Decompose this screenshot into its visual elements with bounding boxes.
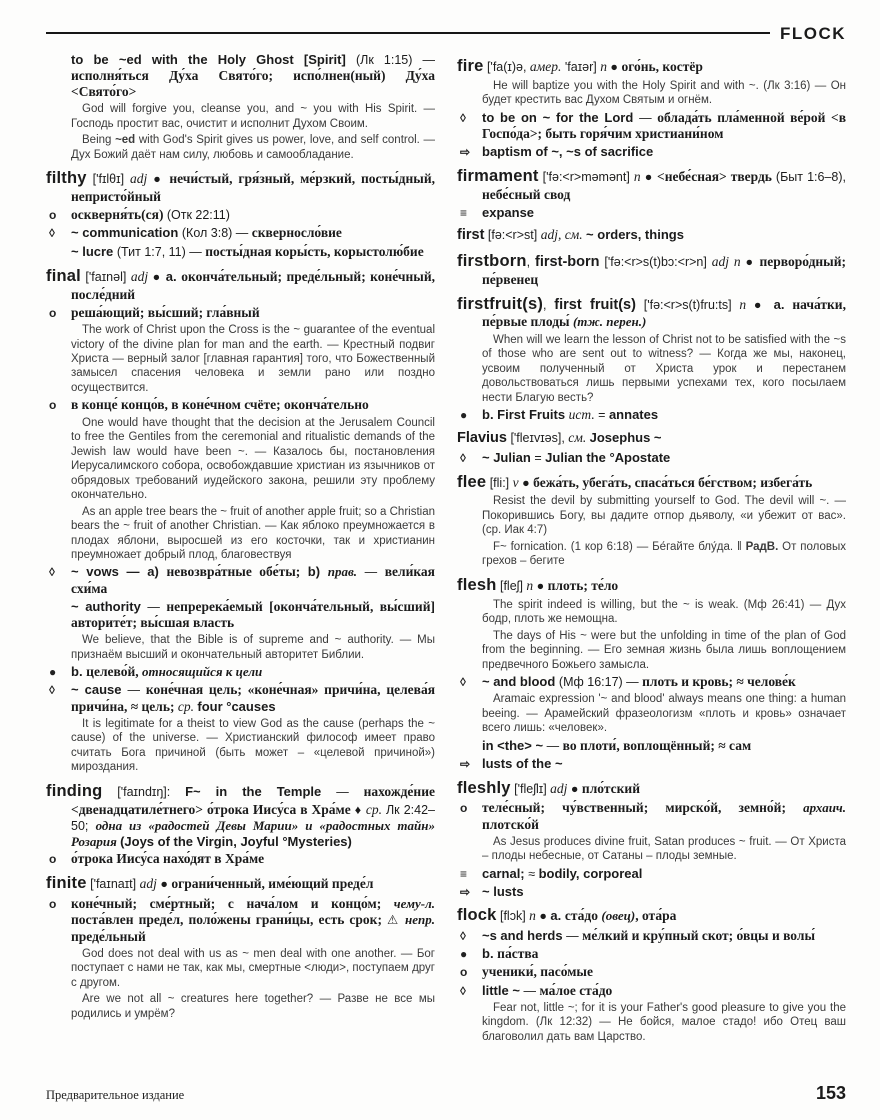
text-segment: Fear not, little ~; for it is your Father's good pleasure to give you the kingdom. (Лк 12:32) — Не бойся, малое стадо! ибо Отец ваш благоволил дать вам Царство. bbox=[482, 1001, 846, 1043]
dict-sense-line bbox=[457, 674, 846, 690]
text-segment: adj, см. bbox=[540, 227, 587, 243]
text-segment: ● bbox=[535, 909, 551, 924]
bullet-marker: ● bbox=[460, 408, 468, 423]
circle-marker: o bbox=[460, 965, 468, 980]
text-segment: firstfruit(s) bbox=[457, 294, 544, 313]
text-segment: n bbox=[633, 168, 641, 184]
dict-sense-line bbox=[46, 225, 435, 241]
dict-example bbox=[457, 1001, 846, 1044]
text-segment: нача́тки, пе́рвые плоды́ bbox=[482, 296, 846, 330]
dict-sense-line bbox=[457, 928, 846, 944]
text-segment: коне́чная цель; «коне́чная» причи́на, целева́я причи́на, ≈ цель; bbox=[71, 682, 435, 714]
text-segment: непр. bbox=[405, 912, 435, 928]
text-segment: b. bbox=[71, 664, 87, 680]
text-segment: ♦ bbox=[354, 802, 366, 817]
text-segment: ист. bbox=[568, 407, 595, 423]
text-segment: РадВ. bbox=[745, 540, 779, 553]
bullet-marker: ● bbox=[49, 665, 57, 680]
text-segment: плоть; те́ло bbox=[547, 577, 619, 593]
text-segment: to be ~ed with the Holy Ghost [Spirit] bbox=[71, 52, 357, 67]
text-segment: When will we learn the lesson of Christ not to be satisfied with the ~s of those who are sent out to witness? — Когда же мы, наконец, усвоим полученный от Христа урок и перестанем довольствоваться лишь первыми успехами тех, кого посылаем нести Благую весть? bbox=[482, 333, 846, 404]
text-segment: ● bbox=[746, 297, 774, 312]
text-segment: ~ed bbox=[115, 134, 136, 147]
text-segment: in <the> ~ bbox=[482, 737, 547, 753]
text-segment: adj n bbox=[711, 253, 741, 269]
text-segment: — bbox=[639, 110, 658, 125]
text-segment: прав. bbox=[327, 564, 358, 580]
text-segment: целево́й, bbox=[86, 664, 142, 680]
text-segment: во плоти́, воплощённый; ≈ сам bbox=[562, 737, 752, 753]
text-segment: first bbox=[457, 227, 485, 244]
dict-sense-line bbox=[457, 407, 846, 423]
text-segment: в конце́ концо́в, в коне́чном счёте; оконча́тельно bbox=[71, 397, 369, 413]
text-segment: The work of Christ upon the Cross is the ~ guarantee of the eventual victory of the divine plan for man and the earth. — Крестный подвиг Христа — верный залог [главная гарантия] того, что Божественный замысел спасения человека и земли рано или поздно осуществится. bbox=[71, 324, 435, 394]
text-segment: a. bbox=[773, 296, 793, 312]
text-segment: ~ communication bbox=[71, 225, 182, 241]
dict-sense-line bbox=[46, 664, 435, 680]
text-segment: little ~ bbox=[482, 982, 524, 998]
text-segment: expanse bbox=[482, 204, 535, 220]
text-segment: см. bbox=[568, 430, 590, 446]
text-segment: , bbox=[526, 254, 536, 269]
text-segment: (Тит 1:7, 11) — bbox=[116, 244, 206, 259]
text-segment: реша́ющий; вы́сший; гла́вный bbox=[71, 304, 260, 320]
text-segment: — bbox=[523, 983, 540, 998]
text-segment: , ота́ра bbox=[635, 908, 677, 924]
text-segment: Flavius bbox=[457, 430, 507, 447]
text-segment: [fleʃ] bbox=[496, 578, 527, 593]
text-segment: ● bbox=[156, 877, 172, 892]
text-segment: The days of His ~ were but the unfolding in time of the plan of God from the beginning. — Его земная жизнь была лишь воплощением предвечного Божьего замысла. bbox=[482, 629, 846, 671]
dict-example bbox=[46, 323, 435, 395]
text-segment: относящийся к цели bbox=[142, 664, 263, 680]
dict-entry bbox=[457, 779, 846, 799]
dict-entry bbox=[457, 252, 846, 288]
circle-marker: o bbox=[49, 208, 57, 223]
text-segment: fire bbox=[457, 57, 484, 75]
text-segment: о́трока Иису́са нахо́дят в Хра́ме bbox=[71, 851, 265, 867]
text-segment: filthy bbox=[46, 169, 87, 188]
dict-example bbox=[457, 494, 846, 537]
text-segment: ● bbox=[148, 269, 166, 284]
dict-example bbox=[46, 992, 435, 1021]
text-segment: finite bbox=[46, 874, 87, 893]
text-segment: b) bbox=[307, 564, 328, 580]
text-segment: (Лк 1:15) — bbox=[356, 53, 435, 67]
dict-example bbox=[457, 333, 846, 405]
text-segment: first-born bbox=[535, 253, 600, 270]
dict-example bbox=[457, 598, 846, 627]
text-segment: — bbox=[357, 565, 385, 580]
dict-sense-line bbox=[46, 564, 435, 596]
dict-subentry bbox=[46, 599, 435, 631]
dict-sense-line bbox=[457, 450, 846, 466]
text-segment: — bbox=[336, 784, 364, 799]
text-segment: ● bbox=[567, 781, 582, 796]
text-segment: — bbox=[127, 683, 146, 698]
text-segment: ~ lusts bbox=[482, 883, 524, 899]
text-segment: n bbox=[526, 577, 534, 593]
page-header bbox=[46, 24, 846, 44]
text-segment: ср. bbox=[177, 698, 198, 714]
text-segment: flock bbox=[457, 906, 497, 925]
text-segment: final bbox=[46, 266, 81, 285]
text-segment: ['faɪnaɪt] bbox=[86, 877, 140, 892]
diamond-marker: ◊ bbox=[460, 110, 466, 125]
text-segment: flesh bbox=[457, 575, 497, 594]
dict-example bbox=[46, 505, 435, 563]
text-segment: ['fleɪvɪəs], bbox=[506, 431, 569, 446]
text-segment: (тж. перен.) bbox=[572, 314, 647, 330]
text-segment: бежа́ть, убега́ть, спаса́ться бе́гством; избега́ть bbox=[533, 474, 813, 490]
text-segment: — bbox=[546, 738, 563, 753]
text-segment: [fli:] bbox=[486, 475, 513, 490]
text-columns bbox=[46, 50, 846, 1044]
text-segment: ● bbox=[640, 169, 658, 184]
edition-note: Предварительное издание bbox=[46, 1088, 185, 1102]
text-segment: непререка́емый [оконча́тельный, вы́сший] авторите́т; вы́сшая власть bbox=[71, 598, 435, 631]
text-segment: first fruit(s) bbox=[554, 296, 636, 313]
dict-sense-line bbox=[457, 110, 846, 142]
text-segment: Julian the °Apostate bbox=[545, 449, 671, 465]
text-segment: He will baptize you with the Holy Spirit and with ~. (Лк 3:16) — Он будет крестить вас Духом Святым и огнём. bbox=[482, 79, 846, 107]
text-segment: Resist the devil by submitting yourself to God. The devil will ~. — Покорившись Богу, вы дадите отпор дьяволу, «и убежит от вас». (ср. Иак 4:7) bbox=[482, 495, 846, 537]
text-segment: It is legitimate for a theist to view God as the cause (perhaps the ~ cause) of the universe. — Христианский философ имеет право считать Бога причиной (быть может – «целевой причиной») мироздания. bbox=[71, 717, 435, 774]
right-column bbox=[457, 50, 846, 1044]
dict-sense-line bbox=[457, 884, 846, 900]
dict-sense-line bbox=[457, 946, 846, 962]
text-segment: — bbox=[566, 929, 583, 944]
text-segment: n bbox=[600, 59, 607, 74]
text-segment: firstborn bbox=[457, 251, 527, 270]
text-segment: плотско́й bbox=[482, 816, 539, 832]
diamond-marker: ◊ bbox=[460, 983, 466, 998]
dict-entry bbox=[457, 167, 846, 203]
text-segment: ['fleʃlɪ] bbox=[510, 781, 551, 796]
text-segment: finding bbox=[46, 781, 103, 800]
text-segment: Лк 2:42–50; bbox=[71, 802, 435, 833]
text-segment: ~ Julian bbox=[482, 449, 535, 465]
text-segment: carnal; bbox=[482, 865, 529, 881]
circle-marker: o bbox=[49, 897, 57, 912]
dict-sense-line bbox=[46, 851, 435, 867]
text-segment: (овец) bbox=[601, 908, 636, 924]
text-segment: v bbox=[512, 474, 519, 490]
text-segment: God does not deal with us as ~ men deal with one another. — Бог поступает с нами не так, как мы, смертные <люди>, поступаем друг с другом. bbox=[71, 947, 435, 989]
diamond-marker: ◊ bbox=[460, 929, 466, 944]
dict-example bbox=[457, 692, 846, 735]
dict-sense-line bbox=[457, 800, 846, 832]
text-segment: ['fə:<r>s(t)fru:ts] bbox=[635, 297, 740, 312]
cross-reference-arrow-icon: ⇨ bbox=[460, 884, 471, 899]
text-segment: = bbox=[594, 408, 609, 423]
text-segment: ['faɪndɪŋ]: bbox=[102, 784, 186, 799]
text-segment: [flɔk] bbox=[496, 909, 530, 924]
dict-entry bbox=[457, 430, 846, 447]
text-segment: ~s and herds bbox=[482, 928, 567, 944]
text-segment: ~ and blood bbox=[482, 674, 559, 690]
dict-entry bbox=[46, 267, 435, 303]
text-segment: adj bbox=[550, 780, 568, 796]
text-segment: коне́чный; сме́ртный; с нача́лом и концо́м; bbox=[71, 896, 394, 912]
dict-entry bbox=[46, 874, 435, 894]
dict-entry bbox=[457, 57, 846, 77]
text-segment: (Joys of the Virgin, Joyful °Mysteries) bbox=[120, 833, 352, 849]
dict-example bbox=[46, 947, 435, 990]
text-segment: a. bbox=[165, 268, 182, 284]
text-segment: , bbox=[543, 297, 555, 312]
dict-example bbox=[46, 133, 435, 162]
text-segment: One would have thought that the decision at the Jerusalem Council to free the Gentiles from the ceremonial and ritualistic demands of the Jewish law would have been ~. — Казалось бы, постановления Иерусалимского собора, освобождавшие христиан из язычников от обрядовых требований иудейского закона, решили эту проблему окончательно. bbox=[71, 416, 435, 502]
dict-sense-line bbox=[457, 866, 846, 882]
text-segment: ● bbox=[533, 578, 548, 593]
text-segment: ~ cause bbox=[71, 682, 128, 698]
text-segment: fleshly bbox=[457, 778, 511, 797]
dict-subentry bbox=[457, 738, 846, 754]
text-segment: поста́влен преде́л, поло́жены грани́цы, есть срок; bbox=[71, 912, 387, 928]
equivalence-marker: ≡ bbox=[460, 205, 468, 220]
dict-entry bbox=[457, 473, 846, 493]
text-segment: ограни́ченный, име́ющий преде́л bbox=[171, 876, 374, 892]
header-rule bbox=[46, 32, 770, 34]
text-segment: ['fə:<r>s(t)bɔ:<r>n] bbox=[599, 254, 712, 269]
text-segment: b. First Fruits bbox=[482, 407, 569, 423]
diamond-marker: ◊ bbox=[49, 565, 55, 580]
text-segment: lusts of the ~ bbox=[482, 755, 563, 771]
text-segment: four °causes bbox=[197, 698, 276, 714]
text-segment: ста́до bbox=[564, 908, 602, 924]
dict-entry bbox=[457, 576, 846, 596]
dict-entry bbox=[46, 169, 435, 205]
text-segment: F~ in the Temple bbox=[185, 783, 337, 799]
text-segment: перворо́дный; пе́рвенец bbox=[482, 253, 846, 287]
text-segment: нечи́стый, гря́зный, ме́рзкий, посты́дный, непристо́йный bbox=[71, 171, 435, 205]
equivalence-marker: ≡ bbox=[460, 866, 468, 881]
bullet-marker: ● bbox=[460, 947, 468, 962]
text-segment: ~ authority bbox=[71, 598, 148, 614]
dict-entry bbox=[457, 227, 846, 244]
text-segment: ● bbox=[518, 475, 534, 490]
text-segment: (Кол 3:8) — bbox=[181, 226, 252, 241]
text-segment: firmament bbox=[457, 166, 539, 185]
text-segment: bodily, corporeal bbox=[538, 865, 643, 881]
text-segment: архаич. bbox=[803, 800, 846, 816]
text-segment: невозвра́тные обе́ты; bbox=[166, 564, 308, 580]
dict-example bbox=[457, 79, 846, 108]
dict-example bbox=[46, 102, 435, 131]
text-segment: n bbox=[529, 908, 536, 924]
text-segment: n bbox=[739, 296, 747, 312]
text-segment: ого́нь, костёр bbox=[621, 59, 703, 74]
diamond-marker: ◊ bbox=[460, 450, 466, 465]
text-segment: нахожде́ние <двенадцатиле́тнего> о́трока Иису́са в Хра́ме bbox=[71, 783, 435, 817]
dict-example bbox=[457, 835, 846, 864]
text-segment: ⚠ bbox=[387, 913, 406, 928]
dict-sense-line bbox=[46, 305, 435, 321]
dict-sense-line bbox=[457, 964, 846, 980]
dict-entry bbox=[457, 906, 846, 926]
text-segment: to be on ~ for the Lord bbox=[482, 109, 640, 125]
text-segment: (Отк 22:11) bbox=[166, 208, 230, 223]
left-column bbox=[46, 50, 435, 1044]
cross-reference-arrow-icon: ⇨ bbox=[460, 756, 471, 771]
text-segment: От половых грехов – бегите bbox=[482, 540, 846, 568]
text-segment: 'faɪər] bbox=[561, 60, 601, 74]
text-segment: As an apple tree bears the ~ fruit of another apple fruit; so a Christian bears the ~ fruit of another Christian. — Как яблоко преумножается в плодах яблони, выросшей из его косточки, так и христианин преумножает добрый плод, благовествуя bbox=[71, 505, 435, 561]
text-segment: adj bbox=[130, 171, 148, 187]
text-segment: with God's Spirit gives us power, love, and self control. — Дух Божий даёт нам силу, любовь и самообладание. bbox=[71, 134, 435, 161]
text-segment: па́ства bbox=[497, 946, 539, 962]
dict-sense-line bbox=[457, 983, 846, 999]
text-segment: ● bbox=[606, 60, 622, 74]
cross-reference-arrow-icon: ⇨ bbox=[460, 145, 471, 160]
text-segment: скверносло́вие bbox=[251, 225, 342, 241]
text-segment: (Быт 1:6–8), bbox=[775, 169, 847, 184]
text-segment: одна из «радостей Девы Марии» и «радостных тайн» Розария bbox=[71, 817, 435, 849]
text-segment: ['faɪnəl] bbox=[80, 269, 131, 284]
dict-example bbox=[46, 633, 435, 662]
text-segment: плоть и кровь; ≈ челове́к bbox=[642, 674, 796, 690]
dict-sense-line bbox=[46, 397, 435, 413]
dict-example bbox=[457, 540, 846, 569]
text-segment: ['fɪlθɪ] bbox=[86, 172, 131, 187]
text-segment: We believe, that the Bible is of supreme and ~ authority. — Мы признаём высший и окончательный авторитет Библии. bbox=[71, 634, 435, 661]
text-segment: теле́сный; чу́вственный; мирско́й, земно́й; bbox=[482, 800, 804, 816]
text-segment: оконча́тельный; преде́льный; коне́чный, после́дний bbox=[71, 268, 435, 302]
text-segment: ученики́, пасо́мые bbox=[482, 964, 593, 980]
text-segment: небе́сный свод bbox=[482, 186, 571, 202]
dict-subentry bbox=[46, 52, 435, 100]
dict-example bbox=[46, 717, 435, 775]
text-segment: ≈ bbox=[528, 866, 539, 881]
diamond-marker: ◊ bbox=[49, 683, 55, 698]
text-segment: ~ vows — a) bbox=[71, 564, 167, 580]
dict-entry bbox=[457, 295, 846, 331]
text-segment: ма́лое ста́до bbox=[539, 982, 613, 998]
text-segment: ~ lucre bbox=[71, 243, 117, 259]
dict-example bbox=[457, 629, 846, 672]
text-segment: (Мф 16:17) — bbox=[558, 675, 643, 690]
text-segment: a. bbox=[550, 908, 565, 924]
circle-marker: o bbox=[460, 801, 468, 816]
text-segment: adj bbox=[130, 268, 149, 284]
text-segment: As Jesus produces divine fruit, Satan produces ~ fruit. — От Христа – плоды небесные, от Сатаны – плоды земные. bbox=[482, 835, 846, 863]
text-segment: [fə:<r>st] bbox=[484, 228, 541, 243]
dict-sense-line bbox=[457, 756, 846, 772]
text-segment: Aramaic expression '~ and blood' always means one thing: a human beeing. — Арамейский фразеологизм «плоть и кровь» означает всего лишь: «человек». bbox=[482, 693, 846, 735]
text-segment: пло́тский bbox=[581, 780, 640, 796]
text-segment: <небе́сная> твердь bbox=[657, 168, 776, 184]
dict-sense-line bbox=[46, 207, 435, 223]
text-segment: F~ fornication. (1 кор 6:18) — Бе́гайте блу́да. ‖ bbox=[493, 540, 746, 553]
text-segment: Josephus ~ bbox=[589, 430, 662, 446]
page-number: 153 bbox=[815, 1083, 846, 1103]
text-segment: чему-л. bbox=[393, 896, 435, 912]
dict-example bbox=[46, 416, 435, 503]
text-segment: baptism of ~, ~s of sacrifice bbox=[482, 144, 654, 160]
circle-marker: o bbox=[49, 305, 57, 320]
text-segment: амер. bbox=[529, 59, 562, 74]
text-segment: ~ orders, things bbox=[586, 227, 684, 243]
text-segment: ['fə:<r>məmənt] bbox=[538, 169, 634, 184]
dict-sense-line bbox=[46, 896, 435, 945]
dict-sense-line bbox=[46, 682, 435, 714]
text-segment: ● bbox=[740, 254, 760, 269]
circle-marker: o bbox=[49, 398, 57, 413]
circle-marker: o bbox=[49, 852, 57, 867]
text-segment: посты́дная коры́сть, корыстолю́бие bbox=[205, 243, 424, 259]
text-segment: — bbox=[147, 599, 167, 614]
guide-word: FLOCK bbox=[779, 24, 846, 43]
text-segment: flee bbox=[457, 472, 487, 491]
dict-sense-line bbox=[457, 144, 846, 160]
text-segment: облада́ть пла́менной ве́рой <в Госпо́да>; быть горя́чим христиани́ном bbox=[482, 109, 846, 141]
page-footer bbox=[46, 1083, 846, 1104]
dict-sense-line bbox=[457, 205, 846, 221]
text-segment: вели́кая схи́ма bbox=[71, 564, 435, 596]
text-segment: b. bbox=[482, 946, 498, 962]
text-segment: ● bbox=[147, 172, 170, 187]
text-segment: ср. bbox=[365, 801, 386, 817]
text-segment: The spirit indeed is willing, but the ~ is weak. (Мф 26:41) — Дух бодр, плоть же немощна. bbox=[482, 598, 846, 626]
text-segment: преде́льный bbox=[71, 928, 146, 944]
text-segment: исполня́ться Ду́ха Свято́го; испо́лнен(ный) Ду́ха <Свято́го> bbox=[71, 68, 435, 100]
dict-entry bbox=[46, 782, 435, 850]
diamond-marker: ◊ bbox=[460, 675, 466, 690]
dict-subentry bbox=[46, 244, 435, 260]
text-segment: Are we not all ~ creatures here together? — Разве не все мы родились и умрём? bbox=[71, 993, 435, 1020]
text-segment: annates bbox=[608, 407, 659, 423]
text-segment: ['fa(ɪ)ə, bbox=[483, 60, 530, 74]
text-segment: оскверня́ть(ся) bbox=[71, 207, 167, 223]
diamond-marker: ◊ bbox=[49, 226, 55, 241]
text-segment: adj bbox=[139, 876, 157, 892]
text-segment: Being bbox=[82, 134, 116, 147]
text-segment: ме́лкий и кру́пный скот; о́вцы и волы́ bbox=[582, 928, 815, 944]
text-segment: God will forgive you, cleanse you, and ~ you with His Spirit. — Господь простит вас, очистит и исполнит Духом Своим. bbox=[71, 103, 435, 130]
text-segment: = bbox=[534, 450, 546, 465]
